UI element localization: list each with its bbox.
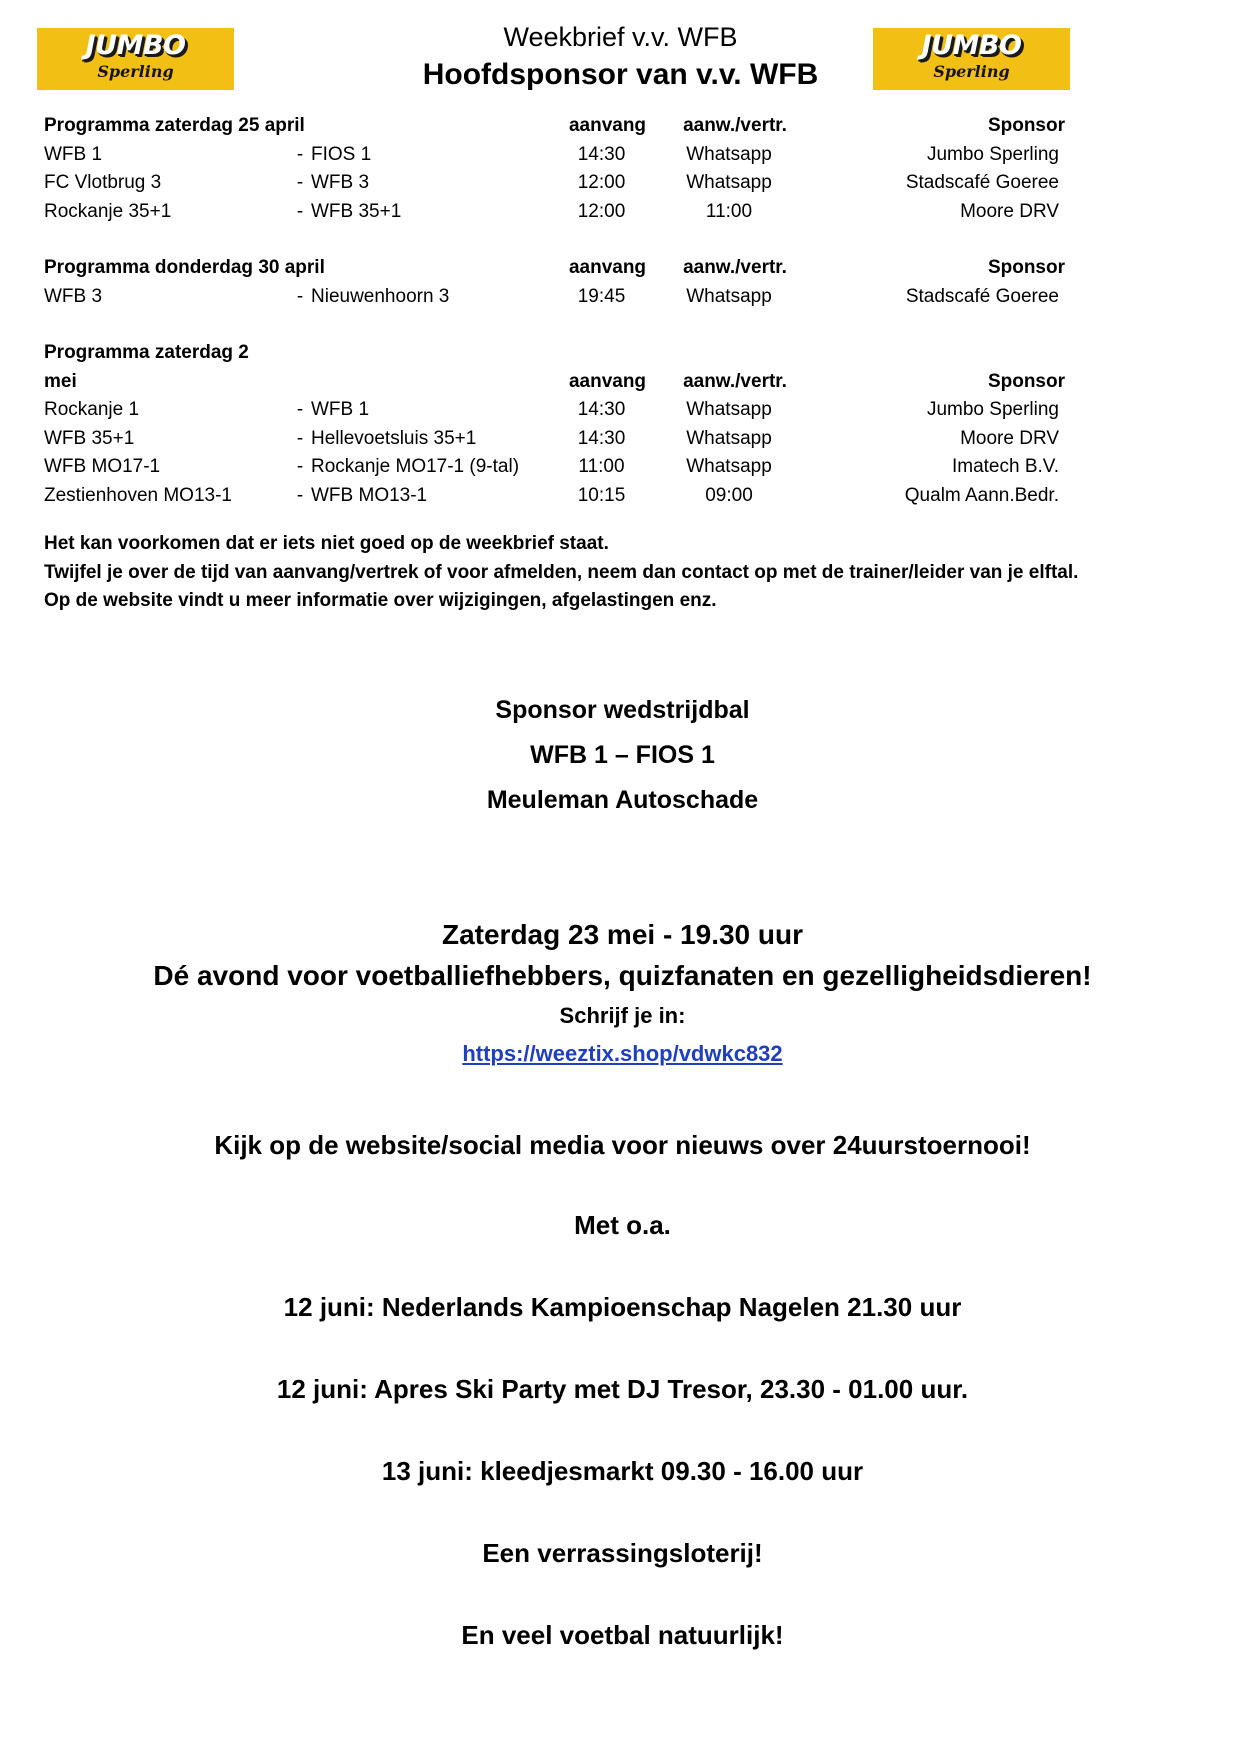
match-sponsor: Stadscafé Goeree [905, 172, 1059, 193]
signup-link[interactable]: https://weeztix.shop/vdwkc832 [462, 1040, 783, 1066]
column-header-aanvang: aanvang [568, 370, 647, 392]
fixture-header-row [44, 112, 1201, 141]
page-subtitle: Weekbrief v.v. WFB [503, 22, 738, 52]
tournament-met-oa: Met o.a. [574, 1209, 671, 1240]
signup-label: Schrijf je in: [559, 1002, 686, 1028]
away-team: WFB MO13-1 [311, 484, 428, 506]
home-team: WFB MO17-1 [44, 456, 161, 477]
away-team: FIOS 1 [311, 143, 372, 165]
block-spacer [44, 311, 1201, 339]
table-row [44, 482, 1201, 511]
fixture-block-saturday-2-mei [44, 339, 1201, 510]
tournament-item: 12 juni: Apres Ski Party met DJ Tresor, 23.30 - 01.00 uur. [276, 1373, 969, 1404]
presence-time: 11:00 [705, 200, 753, 222]
home-team: WFB 3 [44, 285, 103, 307]
versus-dash: - [296, 427, 304, 449]
away-team: Hellevoetsluis 35+1 [311, 427, 477, 449]
fixture-header-row [44, 368, 1201, 397]
table-row [44, 453, 1201, 482]
match-ball-fixture: WFB 1 – FIOS 1 [530, 740, 715, 769]
note-line: Het kan voorkomen dat er iets niet goed op de weekbrief staat. [44, 533, 609, 554]
jumbo-sperling-logo-right [873, 28, 1070, 90]
versus-dash: - [296, 285, 304, 307]
match-sponsor: Jumbo Sperling [926, 399, 1059, 420]
versus-dash: - [296, 456, 304, 477]
table-row [44, 396, 1201, 425]
tournament-item: 12 juni: Nederlands Kampioenschap Nagelen 21.30 uur [283, 1291, 962, 1322]
versus-dash: - [296, 143, 304, 165]
tournament-item: 13 juni: kleedjesmarkt 09.30 - 16.00 uur [381, 1455, 864, 1486]
block-title: Programma zaterdag 25 april [44, 115, 305, 136]
kickoff-time: 19:45 [577, 285, 626, 307]
versus-dash: - [296, 172, 304, 193]
column-header-sponsor: Sponsor [987, 370, 1065, 392]
table-row [44, 283, 1201, 312]
tournament-news-line: Kijk op de website/social media voor nieuws over 24uurstoernooi! [214, 1129, 1031, 1160]
match-sponsor: Stadscafé Goeree [905, 285, 1059, 307]
home-team: Zestienhoven MO13-1 [44, 484, 232, 506]
presence-time: Whatsapp [686, 427, 772, 449]
home-team: Rockanje 35+1 [44, 200, 172, 222]
presence-time: Whatsapp [686, 172, 772, 193]
fixture-block-saturday-25-april [44, 112, 1201, 226]
column-header-presence: aanw./vertr. [683, 115, 787, 136]
presence-time: 09:00 [705, 484, 753, 506]
note-line: Twijfel je over de tijd van aanvang/vertrek of voor afmelden, neem dan contact op met de trainer/leider van je elftal. [44, 561, 1079, 583]
sperling-wordmark: Sperling [97, 62, 174, 81]
kickoff-time: 12:00 [577, 172, 626, 193]
table-row [44, 169, 1201, 198]
match-ball-sponsor-name: Meuleman Autoschade [486, 785, 759, 814]
match-ball-sponsor-section [44, 688, 1201, 823]
tournament-item: En veel voetbal natuurlijk! [461, 1619, 784, 1650]
table-row [44, 425, 1201, 454]
page-title: Hoofdsponsor van v.v. WFB [422, 58, 819, 92]
disclaimer-notes [44, 530, 1201, 616]
column-header-aanvang: aanvang [568, 257, 647, 278]
home-team: WFB 1 [44, 143, 103, 165]
note-line: Op de website vindt u meer informatie over wijzigingen, afgelastingen enz. [44, 590, 717, 611]
jumbo-sperling-logo-left [37, 28, 234, 90]
kickoff-time: 10:15 [577, 484, 626, 506]
column-header-presence: aanw./vertr. [683, 257, 787, 278]
event-headline: Dé avond voor voetballiefhebbers, quizfanaten en gezelligheidsdieren! [153, 959, 1092, 991]
kickoff-time: 11:00 [578, 456, 625, 477]
away-team: Rockanje MO17-1 (9-tal) [311, 456, 520, 477]
block-title-continued: mei [44, 370, 77, 392]
document-header [0, 0, 1241, 112]
block-spacer [44, 226, 1201, 254]
kickoff-time: 14:30 [577, 143, 626, 165]
fixture-block-thursday-30-april [44, 254, 1201, 311]
jumbo-wordmark: JUMBO [85, 30, 186, 61]
away-team: WFB 35+1 [311, 200, 402, 222]
document-body [0, 112, 1241, 1655]
presence-time: Whatsapp [686, 399, 772, 420]
match-sponsor: Moore DRV [960, 427, 1059, 449]
table-row [44, 141, 1201, 170]
table-row [44, 198, 1201, 227]
match-ball-heading: Sponsor wedstrijdbal [495, 695, 750, 724]
presence-time: Whatsapp [686, 285, 772, 307]
fixture-header-row [44, 254, 1201, 283]
away-team: WFB 1 [311, 399, 370, 420]
column-header-sponsor: Sponsor [987, 115, 1065, 136]
match-sponsor: Qualm Aann.Bedr. [904, 484, 1059, 506]
home-team: Rockanje 1 [44, 399, 140, 420]
match-sponsor: Moore DRV [960, 200, 1059, 222]
column-header-sponsor: Sponsor [987, 257, 1065, 278]
block-title: Programma zaterdag 2 [44, 342, 249, 363]
home-team: FC Vlotbrug 3 [44, 172, 162, 193]
event-date: Zaterdag 23 mei - 19.30 uur [441, 918, 804, 950]
kickoff-time: 14:30 [577, 427, 626, 449]
away-team: WFB 3 [311, 172, 370, 193]
column-header-aanvang: aanvang [568, 115, 647, 136]
block-title: Programma donderdag 30 april [44, 257, 325, 278]
event-promo-section [44, 915, 1201, 1073]
match-sponsor: Imatech B.V. [951, 456, 1059, 477]
kickoff-time: 12:00 [577, 200, 626, 222]
presence-time: Whatsapp [686, 456, 772, 477]
versus-dash: - [296, 399, 304, 420]
home-team: WFB 35+1 [44, 427, 135, 449]
match-sponsor: Jumbo Sperling [926, 143, 1059, 165]
kickoff-time: 14:30 [577, 399, 626, 420]
versus-dash: - [296, 484, 304, 506]
fixture-header-title-line1 [44, 339, 1201, 368]
sperling-wordmark: Sperling [933, 62, 1010, 81]
column-header-presence: aanw./vertr. [683, 370, 787, 392]
away-team: Nieuwenhoorn 3 [311, 285, 450, 307]
versus-dash: - [296, 200, 304, 222]
jumbo-wordmark: JUMBO [921, 30, 1022, 61]
presence-time: Whatsapp [686, 143, 772, 165]
tournament-item: Een verrassingsloterij! [482, 1537, 763, 1568]
